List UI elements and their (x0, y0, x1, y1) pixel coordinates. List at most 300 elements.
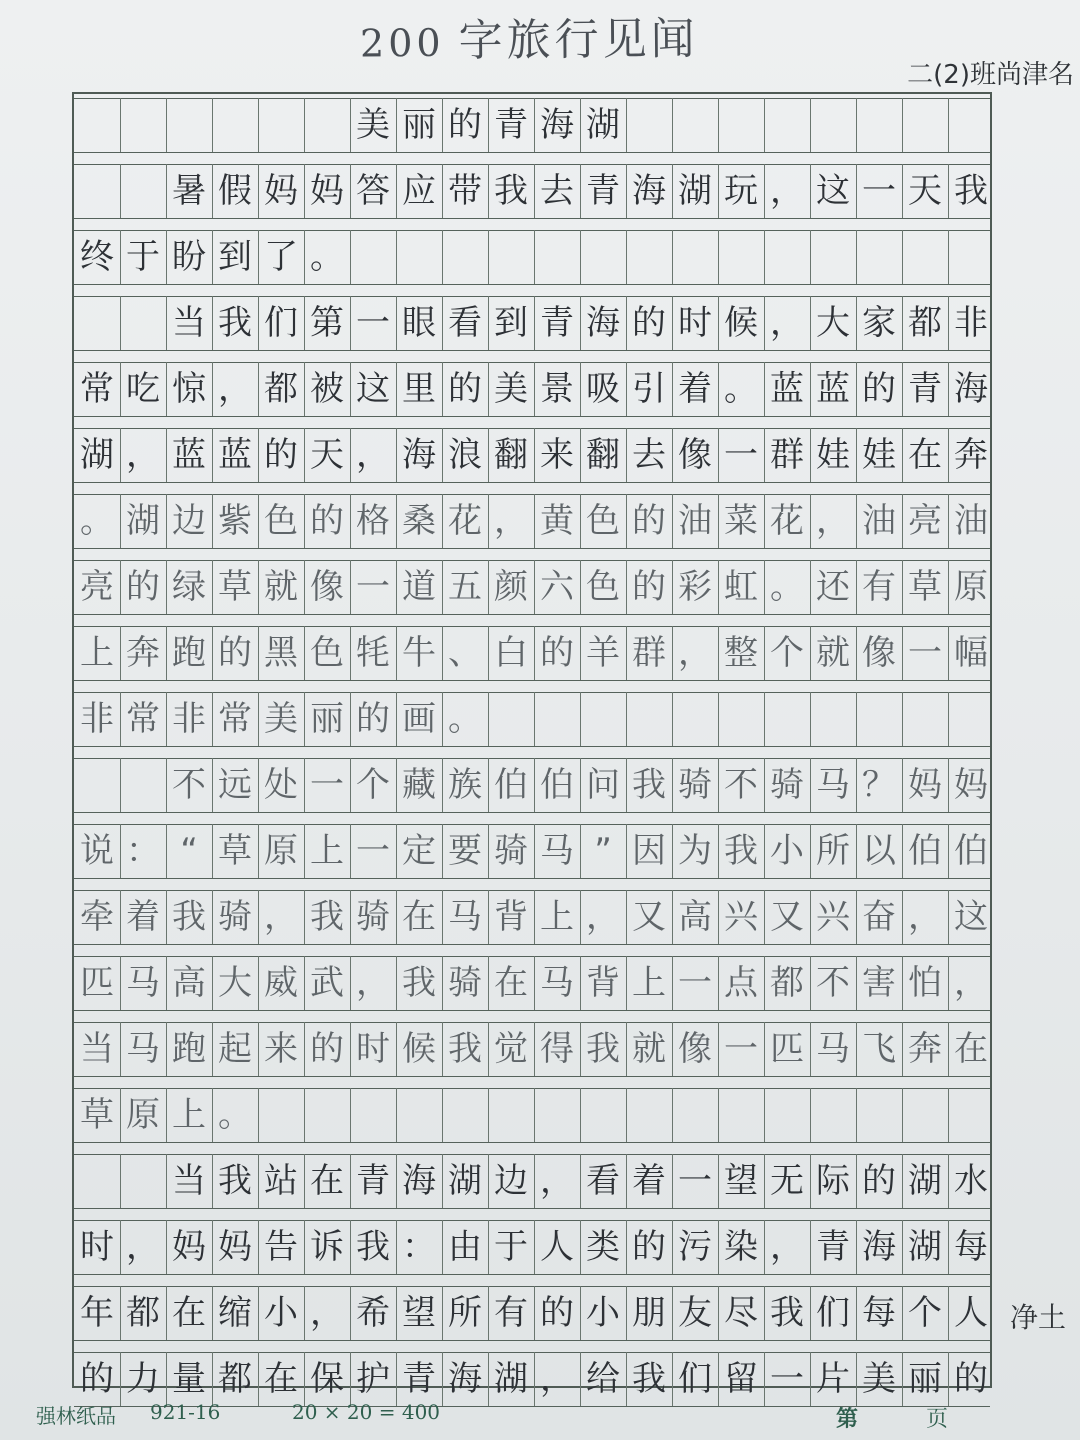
essay-char: 边 (494, 1161, 528, 1201)
essay-char: 在 (402, 897, 436, 937)
essay-char: 原 (264, 831, 298, 871)
essay-char: 马 (540, 963, 574, 1003)
essay-char: 个 (356, 765, 390, 805)
essay-char: 丽 (908, 1359, 942, 1399)
essay-char: 我 (218, 303, 252, 343)
essay-char: 海 (448, 1359, 482, 1399)
essay-char: 族 (448, 765, 482, 805)
page-label-di: 第 (836, 1406, 859, 1432)
essay-char: 伯 (908, 831, 942, 871)
essay-char: 为 (678, 831, 712, 871)
essay-char: 在 (954, 1029, 988, 1069)
essay-char: 得 (540, 1029, 574, 1069)
essay-char: 时 (678, 303, 712, 343)
essay-char: 诉 (310, 1227, 344, 1267)
essay-char: 青 (816, 1227, 850, 1267)
grid-row-bottom-line (74, 1208, 990, 1209)
essay-char: 高 (172, 963, 206, 1003)
essay-char: 的 (218, 633, 252, 673)
essay-char: 群 (770, 435, 804, 475)
essay-char: 望 (724, 1161, 758, 1201)
essay-char: 被 (310, 369, 344, 409)
essay-char: 天 (908, 171, 942, 211)
essay-char: 我 (448, 1029, 482, 1069)
essay-char: 菜 (724, 501, 758, 541)
essay-char: 到 (218, 237, 252, 277)
essay-char: 缩 (218, 1293, 252, 1333)
essay-char: 终 (80, 237, 114, 277)
essay-char: 污 (678, 1227, 712, 1267)
essay-char: 眼 (402, 303, 436, 343)
essay-char: 年 (80, 1293, 114, 1333)
essay-char: 伯 (540, 765, 574, 805)
essay-char: 湖 (448, 1161, 482, 1201)
essay-char: 六 (540, 567, 574, 607)
essay-char: 的 (80, 1359, 114, 1399)
essay-char: 觉 (494, 1029, 528, 1069)
essay-char: 的 (632, 303, 666, 343)
essay-char: 伯 (494, 765, 528, 805)
essay-char: 我 (586, 1029, 620, 1069)
essay-line (74, 560, 994, 614)
essay-char: 青 (494, 105, 528, 145)
essay-char: 妈 (954, 765, 988, 805)
grid-row-bottom-line (74, 218, 990, 219)
essay-char (212, 98, 258, 152)
essay-char: 到 (494, 303, 528, 343)
essay-char: 亮 (908, 501, 942, 541)
essay-char: ， (908, 897, 942, 937)
essay-char: 惊 (172, 369, 206, 409)
essay-char: 上 (540, 897, 574, 937)
grid-row-bottom-line (74, 614, 990, 615)
essay-char: 这 (356, 369, 390, 409)
essay-char: 亮 (80, 567, 114, 607)
essay-char: ， (770, 303, 804, 343)
essay-char: 小 (264, 1293, 298, 1333)
essay-char: 的 (126, 567, 160, 607)
essay-char: 非 (80, 699, 114, 739)
essay-line (74, 1022, 994, 1076)
essay-char: 一 (356, 303, 390, 343)
essay-char: 海 (586, 303, 620, 343)
essay-char: 我 (770, 1293, 804, 1333)
essay-line (74, 824, 994, 878)
essay-char: ？ (862, 765, 896, 805)
essay-char: 当 (172, 1161, 206, 1201)
essay-char: 都 (770, 963, 804, 1003)
essay-char: 蓝 (172, 435, 206, 475)
essay-char: 点 (724, 963, 758, 1003)
essay-char: 站 (264, 1161, 298, 1201)
essay-char: 格 (356, 501, 390, 541)
essay-char: 像 (862, 633, 896, 673)
essay-char: 一 (724, 1029, 758, 1069)
essay-char: 玩 (724, 171, 758, 211)
essay-char: 。 (770, 567, 804, 607)
grid-row-bottom-line (74, 680, 990, 681)
essay-char: 上 (172, 1095, 206, 1135)
essay-char: 骑 (356, 897, 390, 937)
essay-char: 在 (310, 1161, 344, 1201)
essay-char: 奔 (908, 1029, 942, 1069)
essay-char: 定 (402, 831, 436, 871)
essay-char: 又 (770, 897, 804, 937)
essay-line (74, 1286, 994, 1340)
essay-char: 伯 (954, 831, 988, 871)
essay-char: 花 (448, 501, 482, 541)
essay-char: 望 (402, 1293, 436, 1333)
essay-char: 都 (908, 303, 942, 343)
essay-line (74, 692, 994, 746)
essay-char: 常 (126, 699, 160, 739)
essay-char: 的 (448, 105, 482, 145)
essay-char: 的 (310, 501, 344, 541)
essay-char: ， (540, 1161, 574, 1201)
essay-char: 原 (126, 1095, 160, 1135)
essay-char: 留 (724, 1359, 758, 1399)
essay-char: 所 (448, 1293, 482, 1333)
essay-char: 朋 (632, 1293, 666, 1333)
essay-char: 草 (218, 831, 252, 871)
essay-char: 兴 (816, 897, 850, 937)
essay-char: 骑 (218, 897, 252, 937)
essay-char: 我 (402, 963, 436, 1003)
essay-char: 海 (402, 1161, 436, 1201)
essay-char: 还 (816, 567, 850, 607)
essay-char: 候 (724, 303, 758, 343)
essay-char: 白 (494, 633, 528, 673)
essay-char: 我 (632, 765, 666, 805)
essay-char: 一 (770, 1359, 804, 1399)
essay-char: ， (126, 435, 160, 475)
essay-char: 小 (586, 1293, 620, 1333)
essay-char: 骑 (678, 765, 712, 805)
essay-char (120, 1154, 166, 1208)
grid-row-bottom-line (74, 152, 990, 153)
essay-char: 。 (80, 501, 114, 541)
essay-char: 兴 (724, 897, 758, 937)
essay-char: 常 (80, 369, 114, 409)
essay-char: 家 (862, 303, 896, 343)
essay-char: 像 (310, 567, 344, 607)
essay-char: 片 (816, 1359, 850, 1399)
essay-line (74, 362, 994, 416)
essay-char: 油 (954, 501, 988, 541)
essay-char: 匹 (80, 963, 114, 1003)
essay-char: 我 (218, 1161, 252, 1201)
essay-char: 海 (954, 369, 988, 409)
margin-note: 净土 (1009, 1301, 1066, 1334)
essay-char: 紫 (218, 501, 252, 541)
essay-char: 们 (678, 1359, 712, 1399)
essay-char: 不 (816, 963, 850, 1003)
essay-char: ： (402, 1227, 436, 1267)
essay-char: 不 (172, 765, 206, 805)
essay-char: ， (126, 1227, 160, 1267)
essay-char: 因 (632, 831, 666, 871)
essay-char: 来 (540, 435, 574, 475)
essay-char: 青 (540, 303, 574, 343)
essay-line (74, 164, 994, 218)
essay-char: 美 (494, 369, 528, 409)
essay-char: 妈 (172, 1227, 206, 1267)
essay-char: 都 (126, 1293, 160, 1333)
essay-char: 虹 (724, 567, 758, 607)
essay-char: 翻 (586, 435, 620, 475)
essay-char: 都 (264, 369, 298, 409)
essay-char: 盼 (172, 237, 206, 277)
essay-line (74, 626, 994, 680)
grid-row-bottom-line (74, 944, 990, 945)
essay-char: 飞 (862, 1029, 896, 1069)
essay-char: 一 (862, 171, 896, 211)
essay-char: 的 (632, 1227, 666, 1267)
essay-char: 说 (80, 831, 114, 871)
essay-char: 青 (356, 1161, 390, 1201)
essay-char: 马 (540, 831, 574, 871)
essay-char: 起 (218, 1029, 252, 1069)
essay-char: 道 (402, 567, 436, 607)
essay-char: 就 (632, 1029, 666, 1069)
essay-char: 候 (402, 1029, 436, 1069)
essay-char: 高 (678, 897, 712, 937)
essay-char: 上 (632, 963, 666, 1003)
essay-char: 就 (264, 567, 298, 607)
essay-char: 有 (862, 567, 896, 607)
essay-char: 彩 (678, 567, 712, 607)
essay-char: 来 (264, 1029, 298, 1069)
essay-char: 油 (862, 501, 896, 541)
essay-char: 景 (540, 369, 574, 409)
essay-char: 远 (218, 765, 252, 805)
essay-char: 草 (908, 567, 942, 607)
essay-char: 怕 (908, 963, 942, 1003)
essay-char: 量 (172, 1359, 206, 1399)
essay-char: 背 (494, 897, 528, 937)
paper-code: 921-16 (150, 1400, 221, 1424)
essay-char: 马 (126, 963, 160, 1003)
essay-char: 常 (218, 699, 252, 739)
essay-char: 的 (264, 435, 298, 475)
essay-char: 每 (862, 1293, 896, 1333)
essay-char: 吃 (126, 369, 160, 409)
essay-char: 又 (632, 897, 666, 937)
essay-char: 娃 (862, 435, 896, 475)
essay-char: 原 (954, 567, 988, 607)
essay-char: ， (954, 963, 988, 1003)
essay-char: 不 (724, 765, 758, 805)
essay-char: 海 (862, 1227, 896, 1267)
essay-char: 骑 (494, 831, 528, 871)
essay-char (74, 1154, 120, 1208)
grid-row-bottom-line (74, 416, 990, 417)
essay-char: 像 (678, 1029, 712, 1069)
essay-char: 丽 (310, 699, 344, 739)
essay-char: 护 (356, 1359, 390, 1399)
essay-char: 上 (80, 633, 114, 673)
essay-char: ， (356, 963, 390, 1003)
essay-char: 时 (356, 1029, 390, 1069)
essay-char: 的 (862, 369, 896, 409)
essay-char: 美 (264, 699, 298, 739)
essay-char: 个 (770, 633, 804, 673)
essay-char: 跑 (172, 633, 206, 673)
grid-row-bottom-line (74, 1274, 990, 1275)
essay-char: 小 (770, 831, 804, 871)
essay-char: 里 (402, 369, 436, 409)
essay-char: 个 (908, 1293, 942, 1333)
essay-char: 湖 (126, 501, 160, 541)
grid-row-bottom-line (74, 548, 990, 549)
essay-char: 花 (770, 501, 804, 541)
essay-char: 幅 (954, 633, 988, 673)
essay-char: 时 (80, 1227, 114, 1267)
essay-char: “ (180, 831, 198, 871)
essay-char: 桑 (402, 501, 436, 541)
essay-char: 告 (264, 1227, 298, 1267)
essay-char: 草 (218, 567, 252, 607)
essay-char: 看 (586, 1161, 620, 1201)
essay-char: 的 (310, 1029, 344, 1069)
essay-char: 蓝 (218, 435, 252, 475)
essay-char: 。 (218, 1095, 252, 1135)
essay-char: 湖 (586, 105, 620, 145)
essay-char: 第 (310, 303, 344, 343)
essay-char: 美 (862, 1359, 896, 1399)
essay-char: 以 (862, 831, 896, 871)
essay-char: 的 (540, 1293, 574, 1333)
essay-char: 这 (954, 897, 988, 937)
essay-char: 假 (218, 171, 252, 211)
essay-char: 问 (586, 765, 620, 805)
essay-char: 。 (724, 369, 758, 409)
essay-char: 绿 (172, 567, 206, 607)
essay-char (74, 164, 120, 218)
essay-char: 由 (448, 1227, 482, 1267)
essay-char: 马 (448, 897, 482, 937)
essay-char: 我 (356, 1227, 390, 1267)
essay-line (74, 890, 994, 944)
essay-char: 妈 (218, 1227, 252, 1267)
page-label-ye: 页 (926, 1407, 949, 1432)
essay-char: 这 (816, 171, 850, 211)
essay-char (74, 98, 120, 152)
essay-char: 的 (632, 501, 666, 541)
essay-char: 匹 (770, 1029, 804, 1069)
essay-char: 我 (954, 171, 988, 211)
essay-char: 人 (540, 1227, 574, 1267)
essay-char: 处 (264, 765, 298, 805)
heading-number: 200 (359, 20, 445, 66)
essay-char: 我 (310, 897, 344, 937)
essay-char: 湖 (80, 435, 114, 475)
essay-char: 一 (356, 567, 390, 607)
essay-char: 暑 (172, 171, 206, 211)
grid-row-bottom-line (74, 878, 990, 879)
essay-char: 。 (448, 699, 482, 739)
essay-char: 非 (954, 303, 988, 343)
essay-char: 于 (126, 237, 160, 277)
essay-char: 色 (586, 501, 620, 541)
author-class-name: 二(2)班尚津名 (907, 60, 1074, 90)
essay-char: 类 (586, 1227, 620, 1267)
essay-char (120, 98, 166, 152)
essay-char: ” (594, 831, 612, 871)
essay-char: 在 (494, 963, 528, 1003)
essay-line (74, 1154, 994, 1208)
essay-char: 我 (632, 1359, 666, 1399)
essay-char (166, 98, 212, 152)
essay-char: 尽 (724, 1293, 758, 1333)
essay-char: 害 (862, 963, 896, 1003)
essay-char (74, 296, 120, 350)
essay-char: 一 (356, 831, 390, 871)
essay-char: 群 (632, 633, 666, 673)
grid-row-bottom-line (74, 284, 990, 285)
essay-line (74, 1088, 994, 1142)
essay-title-row (74, 98, 994, 152)
essay-char: 颜 (494, 567, 528, 607)
essay-char: 的 (862, 1161, 896, 1201)
essay-char: 应 (402, 171, 436, 211)
essay-char (120, 758, 166, 812)
essay-char: 青 (908, 369, 942, 409)
essay-char: 当 (172, 303, 206, 343)
essay-char: 画 (402, 699, 436, 739)
essay-char: 有 (494, 1293, 528, 1333)
essay-char: 奔 (126, 633, 160, 673)
essay-char: 着 (678, 369, 712, 409)
essay-char: 的 (954, 1359, 988, 1399)
essay-char: 的 (448, 369, 482, 409)
essay-char: 着 (632, 1161, 666, 1201)
essay-char: 大 (218, 963, 252, 1003)
essay-char: 答 (356, 171, 390, 211)
essay-char: 湖 (908, 1227, 942, 1267)
essay-char: ， (586, 897, 620, 937)
grid-row-bottom-line (74, 1010, 990, 1011)
essay-char: 一 (310, 765, 344, 805)
essay-char: 我 (494, 171, 528, 211)
essay-char (258, 98, 304, 152)
essay-char: 青 (402, 1359, 436, 1399)
essay-char: 海 (540, 105, 574, 145)
essay-char: 在 (908, 435, 942, 475)
essay-char: 一 (908, 633, 942, 673)
grid-row-bottom-line (74, 812, 990, 813)
essay-char: 了 (264, 237, 298, 277)
essay-char: 油 (678, 501, 712, 541)
essay-char: 去 (632, 435, 666, 475)
essay-char: 在 (264, 1359, 298, 1399)
essay-char: 我 (172, 897, 206, 937)
essay-char: 力 (126, 1359, 160, 1399)
essay-char: 海 (632, 171, 666, 211)
essay-char: 天 (310, 435, 344, 475)
grid-row-bottom-line (74, 350, 990, 351)
essay-char: 们 (816, 1293, 850, 1333)
essay-char: 像 (678, 435, 712, 475)
essay-char: 我 (724, 831, 758, 871)
essay-char: 的 (540, 633, 574, 673)
essay-char: 威 (264, 963, 298, 1003)
essay-char: 的 (356, 699, 390, 739)
essay-char: ， (678, 633, 712, 673)
essay-char: 奋 (862, 897, 896, 937)
essay-char: 湖 (908, 1161, 942, 1201)
essay-char: 染 (724, 1227, 758, 1267)
